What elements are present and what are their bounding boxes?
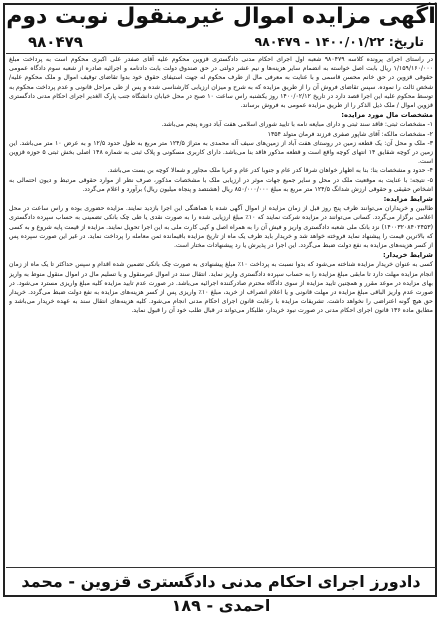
buyer-paragraph: کسی به عنوان خریدار مزایده شناخته می‌شود که بدوا نسبت به پرداخت ۱۰٪ مبلغ پیشنهادی به صورت چک بانکی تضمین شده اقدام و سپس حداکثر تا یک ماه از زمان انجام مزایده مهلت دارد تا مابقی مبلغ مزایده را به حساب سپرده دادگستری واریز نماید. انتقال سند در اموال غیرمنقول و یا تسلیم مال در اموال منقول منوط به واریز بهای مزایده در موعد مقرر و همچنین تایید مزایده از سوی دادگاه محترم صادرکننده اجرائیه می‌باشد. در صورت عدم تایید مزایده کلیه مبلغ واریزی مسترد می‌شود. در صورت عدم واریز الباقی مبلغ مزایده در مهلت قانونی و یا اعلام انصراف از خرید، مبلغ ۱۰٪ واریزی پس از کسر هزینه‌های مزایده به نفع دولت ضبط می‌گردد. خریدار حق هیچ گونه اعتراضی را نخواهد داشت. تشریفات مزایده با رعایت قانون اجرای احکام مدنی انجام می‌شود. کلیه هزینه‌های انتقال سند به عهده خریدار می‌باشد و مطابق ماده ۱۳۶ قانون اجرای احکام مدنی در صورت نبود خریدار، طلبکار می‌تواند در قبال طلب خود آن را قبول نماید. [9, 261, 433, 315]
spec-item: ۴- حدود و مشخصات بنا: بنا به اظهار خواهان شرقا کدر عام و جنوبا کدر عام و غربا ملک مجاور و شمالا کوچه بن بست می‌باشد. [107, 167, 433, 175]
reference-number: ۹۸۰۴۷۹ [28, 33, 83, 51]
notice-date: تاریخ: ۱۴۰۰/۰۱/۲۲ - ۹۸۰۴۷۹ [254, 34, 424, 49]
spec-item: ۳- ملک و محل آن: یک قطعه زمین در روستای هفت آباد از زمین‌های سیف آله محمدی به متراژ ۱۲۴/۵ متر مربع به طول حدود ۱۲/۵ و به عرض ۱۰ متر می‌باشد. این زمین در کوچه شقایق ۱۴ انتهای کوچه واقع است و قطعه مذکور فاقد بنا می‌باشد. دارای کاربری مسکونی و پلاک ثبتی به شماره ۱۴۸ اصلی بخش ثبتی ۵ حوزه قزوین است. [9, 139, 433, 166]
footer-divider [6, 567, 436, 568]
signature-line: دادورز اجرای احکام مدنی دادگستری قزوین - محمد احمدی - ۱۸۹ [21, 572, 421, 615]
conditions-paragraph: طالبین و خریداران می‌توانند ظرف پنج روز قبل از زمان مزایده از اموال آگهی شده با هماهنگی این اجرا بازدید نمایند. مزایده حضوری بوده و راس ساعت در محل اعلامی برگزار می‌گردد. کسانی می‌توانند در مزایده شرکت نمایند که ۱۰٪ مبلغ ارزیابی شده را به صورت نقدی یا طی چک بانکی تضمینی به حساب سپرده دادگستری (۱۴۰۰۳۲۰۸۴۰۲۴۵۳) نزد بانک ملی شعبه دادگستری واریز و فیش آن را به همراه اصل و کپی کارت ملی به این اجرا تحویل نمایند. مزایده از قیمت پایه شروع و به کسی که بالاترین قیمت را پیشنهاد نماید فروخته خواهد شد و خریدار باید ظرف یک ماه از تاریخ مزایده باقیمانده ثمن معامله را پرداخت نماید. در غیر این صورت سپرده پس از کسر هزینه‌های مزایده به نفع دولت ضبط می‌گردد. این اجرا در پذیرش یا رد پیشنهادات مختار است. [9, 205, 433, 250]
header-divider [6, 53, 436, 54]
spec-item: ۲- مشخصات مالکه: آقای شاپور صفری فرزند فرمان متولد ۱۳۵۴ [267, 130, 433, 138]
spec-item: ۵- نتیجه: با عنایت به موقعیت ملک در محل و سایر جمیع جهات موثر در ارزیابی ملک با مشخصات مذکور، صرف نظر از موارد حقوقی مرتبط و دیون احتمالی به اشخاص حقیقی و حقوقی ارزش شدانگ ۱۲۴/۵ متر مربع به مبلغ ۸۵۰/۰۰۰/۰۰۰ ریال (هشتصد و پنجاه میلیون ریال) برآورد و اعلام می‌گردد. [9, 176, 433, 193]
intro-paragraph: در راستای اجرای پرونده کلاسه ۹۸۰۴۷۹ شعبه اول اجرای احکام مدنی دادگستری قزوین محکوم علیه آقای صفدر علی اکبری محکوم است به پرداخت مبلغ ۱/۱۵۹/۱۶۰/۰۰۰ ریال بابت اصل خواسته به انضمام سایر هزینه‌ها و نیم عشر دولتی در حق صندوق دولت بابت دادنامه و اجرائیه صادره از شعبه سوم دادگاه عمومی حقوقی قزوین در حق خانم محسن قاسمی و با عنایت به معرفی مال از طرف محکوم له جهت استیفای حقوق خود بدوا تقاضای توقیف اموال و ملک محکوم علیه/ شخص ثالث را نموده. سپس تقاضای فروش آن را از طریق مزایده که به شرح و میزان ارزیابی کارشناسی شده و پس از طی مراحل قانونی و عدم پرداخت محکوم به توسط محکوم علیه این اجرا قصد دارد در تاریخ ۱۴۰۰/۰۲/۱۲ روز یکشنبه راس ساعت ۱۰ صبح در محل خیابان دانشگاه جنب پارک الغدیر اجرای احکام مدنی دادگستری قزوین اموال / ملک ذیل الذکر را از طریق مزایده عمومی به فروش برساند. [9, 56, 433, 110]
spec-item: ۱- مشخصات ثبتی: فاقد سند ثبتی و دارای مبایعه نامه با تایید شورای اسلامی هفت آباد دوره پنجم می‌باشد. [161, 121, 433, 129]
notice-body [9, 55, 433, 565]
notice-subline [8, 33, 434, 51]
notice-title: آگهی مزایده اموال غیرمنقول نوبت دوم [6, 4, 436, 29]
conditions-heading: شرایط مزایده: [383, 195, 433, 204]
buyer-heading: شرایط خریدار: [382, 251, 433, 260]
specs-heading: مشخصات مال مورد مزایده: [341, 111, 433, 120]
